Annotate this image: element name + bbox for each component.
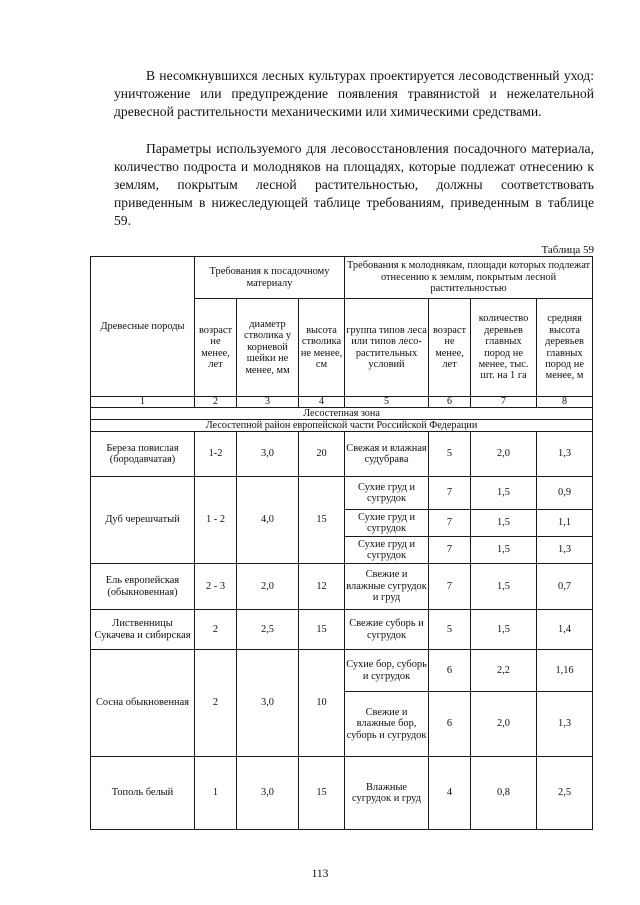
cell-age-young: 7 xyxy=(429,564,471,610)
header-age: возраст не менее, лет xyxy=(195,299,237,397)
table-row xyxy=(91,432,593,477)
cell-age-young: 7 xyxy=(429,510,471,537)
cell-tree-count: 1,5 xyxy=(471,537,537,564)
species-cell: Лиственницы Сукачева и сибирская xyxy=(91,610,195,650)
cell-height: 15 xyxy=(299,757,345,830)
cell-forest-type: Свежая и влажная судубрава xyxy=(345,432,429,477)
cell-age: 2 - 3 xyxy=(195,564,237,610)
cell-tree-count: 2,2 xyxy=(471,650,537,692)
cell-age-young: 5 xyxy=(429,432,471,477)
cell-forest-type: Влажные сугрудок и груд xyxy=(345,757,429,830)
cell-forest-type: Сухие груд и сугрудок xyxy=(345,477,429,510)
header-group-young: Требования к молоднякам, площади которых подлежат отнесению к землям, покрытым лесной растительностью xyxy=(345,257,593,299)
column-number: 6 xyxy=(429,397,471,408)
column-number: 4 xyxy=(299,397,345,408)
cell-tree-count: 1,5 xyxy=(471,610,537,650)
cell-age: 1 - 2 xyxy=(195,477,237,564)
species-cell: Сосна обыкновенная xyxy=(91,650,195,757)
species-cell: Береза повислая (бородавчатая) xyxy=(91,432,195,477)
table-row xyxy=(91,564,593,610)
column-number: 7 xyxy=(471,397,537,408)
column-number-row xyxy=(91,397,593,408)
cell-height: 15 xyxy=(299,610,345,650)
paragraph-2: Параметры используемого для лесовосстановления посадочного материала, количество подроста и молодняков на площадях, которые подлежат отнесению к землям, покрытым лесной растительностью, должны соответствовать приведенным в нижеследующей таблице требованиям, приведенным в таблице 59. xyxy=(114,141,594,228)
cell-forest-type: Свежие и влажные бор, суборь и сугрудок xyxy=(345,692,429,757)
cell-age: 1 xyxy=(195,757,237,830)
cell-height: 12 xyxy=(299,564,345,610)
table-row xyxy=(91,610,593,650)
header-tree-count: количество деревьев главных пород не менее, тыс. шт. на 1 га xyxy=(471,299,537,397)
cell-forest-type: Сухие бор, суборь и сугрудок xyxy=(345,650,429,692)
cell-tree-count: 2,0 xyxy=(471,432,537,477)
column-number: 5 xyxy=(345,397,429,408)
header-forest-type: группа типов леса или типов лесо- растительных условий xyxy=(345,299,429,397)
cell-tree-count: 0,8 xyxy=(471,757,537,830)
species-cell: Ель европейская (обыкновенная) xyxy=(91,564,195,610)
header-row-groups xyxy=(91,257,593,299)
species-cell: Дуб черешчатый xyxy=(91,477,195,564)
cell-height: 10 xyxy=(299,650,345,757)
header-height: высота стволика не менее, см xyxy=(299,299,345,397)
cell-age: 2 xyxy=(195,650,237,757)
cell-height: 15 xyxy=(299,477,345,564)
header-species: Древесные породы xyxy=(91,257,195,397)
cell-mean-height: 2,5 xyxy=(537,757,593,830)
cell-mean-height: 1,4 xyxy=(537,610,593,650)
cell-tree-count: 1,5 xyxy=(471,477,537,510)
table-row xyxy=(91,757,593,830)
cell-age: 2 xyxy=(195,610,237,650)
cell-age-young: 5 xyxy=(429,610,471,650)
cell-age-young: 7 xyxy=(429,537,471,564)
species-cell: Тополь белый xyxy=(91,757,195,830)
table-59 xyxy=(90,256,593,830)
zone-row xyxy=(91,408,593,420)
cell-diameter: 4,0 xyxy=(237,477,299,564)
cell-mean-height: 1,1 xyxy=(537,510,593,537)
cell-mean-height: 1,3 xyxy=(537,692,593,757)
cell-forest-type: Сухие груд и сугрудок xyxy=(345,510,429,537)
table-row xyxy=(91,477,593,510)
cell-age-young: 6 xyxy=(429,650,471,692)
cell-diameter: 3,0 xyxy=(237,432,299,477)
cell-forest-type: Сухие груд и сугрудок xyxy=(345,537,429,564)
cell-diameter: 2,0 xyxy=(237,564,299,610)
cell-tree-count: 1,5 xyxy=(471,564,537,610)
column-number: 3 xyxy=(237,397,299,408)
header-diameter: диаметр стволика у корневой шейки не менее, мм xyxy=(237,299,299,397)
region-row xyxy=(91,420,593,432)
column-number: 1 xyxy=(91,397,195,408)
cell-mean-height: 1,16 xyxy=(537,650,593,692)
cell-tree-count: 1,5 xyxy=(471,510,537,537)
header-mean-height: средняя высота деревьев главных пород не менее, м xyxy=(537,299,593,397)
cell-forest-type: Свежие и влажные сугрудок и груд xyxy=(345,564,429,610)
cell-age: 1-2 xyxy=(195,432,237,477)
cell-age-young: 6 xyxy=(429,692,471,757)
cell-forest-type: Свежие суборь и сугрудок xyxy=(345,610,429,650)
cell-diameter: 2,5 xyxy=(237,610,299,650)
column-number: 2 xyxy=(195,397,237,408)
zone-title: Лесостепная зона xyxy=(91,408,593,420)
header-age-young: возраст не менее, лет xyxy=(429,299,471,397)
cell-mean-height: 0,7 xyxy=(537,564,593,610)
page-number: 113 xyxy=(311,868,329,880)
cell-diameter: 3,0 xyxy=(237,650,299,757)
cell-tree-count: 2,0 xyxy=(471,692,537,757)
cell-diameter: 3,0 xyxy=(237,757,299,830)
column-number: 8 xyxy=(537,397,593,408)
header-group-planting: Требования к посадочному материалу xyxy=(195,257,345,299)
cell-age-young: 4 xyxy=(429,757,471,830)
region-title: Лесостепной район европейской части Российской Федерации xyxy=(91,420,593,432)
paragraph-1: В несомкнувшихся лесных культурах проектируется лесоводственный уход: уничтожение или предупреждение появления травянистой и нежелательной древесной растительности механическими или химическими средствами. xyxy=(114,68,594,119)
cell-height: 20 xyxy=(299,432,345,477)
cell-mean-height: 1,3 xyxy=(537,432,593,477)
table-row xyxy=(91,650,593,692)
cell-mean-height: 0,9 xyxy=(537,477,593,510)
cell-mean-height: 1,3 xyxy=(537,537,593,564)
table-caption: Таблица 59 xyxy=(541,244,594,256)
cell-age-young: 7 xyxy=(429,477,471,510)
